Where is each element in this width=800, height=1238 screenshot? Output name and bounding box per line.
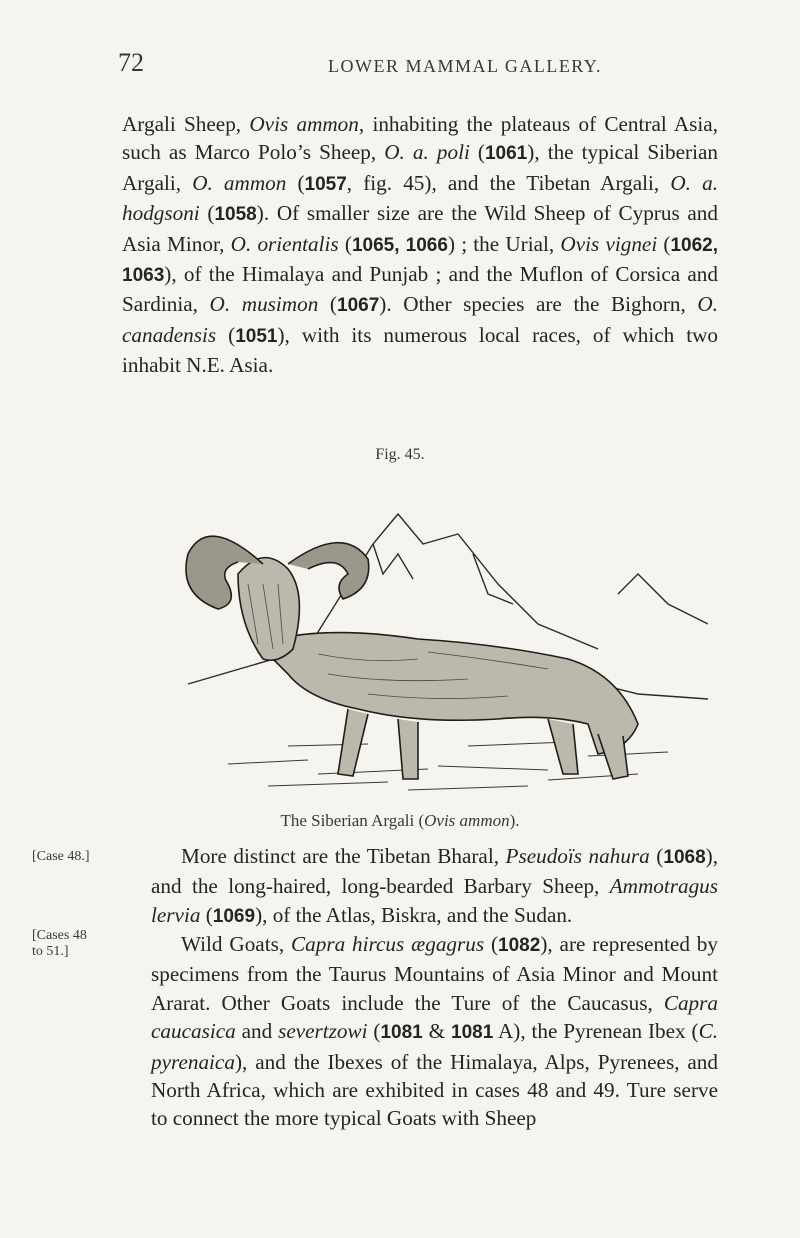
argali-engraving xyxy=(168,474,708,804)
figure-caption: The Siberian Argali (Ovis ammon). xyxy=(280,811,520,830)
paragraph-argali: Argali Sheep, Ovis ammon, inhabiting the plateaus of Central Asia, such as Marco Polo’s Sheep, O. a. poli (1061), the typical Siberian Argali, O. ammon (1057, fig. 45), and the Tibetan Argali, O. a. hodgsoni (1058). Of smaller size are the Wild Sheep of Cyprus and Asia Minor, O. orientalis (1065, 1066) ; the Urial, Ovis vignei (1062, 1063), of the Himalaya and Punjab ; and the Muflon of Corsica and Sardinia, O. musimon (1067). Other species are the Bighorn, O. canadensis (1051), with its numerous local races, of which two inhabit N.E. Asia. xyxy=(122,112,719,378)
running-title: LOWER MAMMAL GALLERY. xyxy=(328,56,602,76)
paragraph-bharal: More distinct are the Tibetan Bharal, Pseudoïs nahura (1068), and the long-haired, long-bearded Barbary Sheep, Ammotragus lervia (1069), of the Atlas, Biskra, and the Sudan. xyxy=(151,844,719,927)
figure-label: Fig. 45. xyxy=(375,446,425,463)
margin-note-case-48: [Case 48.] xyxy=(32,849,90,864)
margin-note-cases-48-51: [Cases 48 to 51.] xyxy=(32,928,87,959)
page-header xyxy=(0,48,800,88)
page-number: 72 xyxy=(118,48,144,77)
sheep-figure xyxy=(186,536,638,779)
paragraph-wild-goats: Wild Goats, Capra hircus ægagrus (1082), are represented by specimens from the Taurus Mountains of Asia Minor and Mount Ararat. Other Goats include the Ture of the Caucasus, Capra caucasica and severtzowi (1081 & 1081 A), the Pyrenean Ibex (C. pyrenaica), and the Ibexes of the Himalaya, Alps, Pyrenees, and North Africa, which are exhibited in cases 48 and 49. Ture serve to connect the more typical Goats with Sheep xyxy=(151,932,719,1131)
